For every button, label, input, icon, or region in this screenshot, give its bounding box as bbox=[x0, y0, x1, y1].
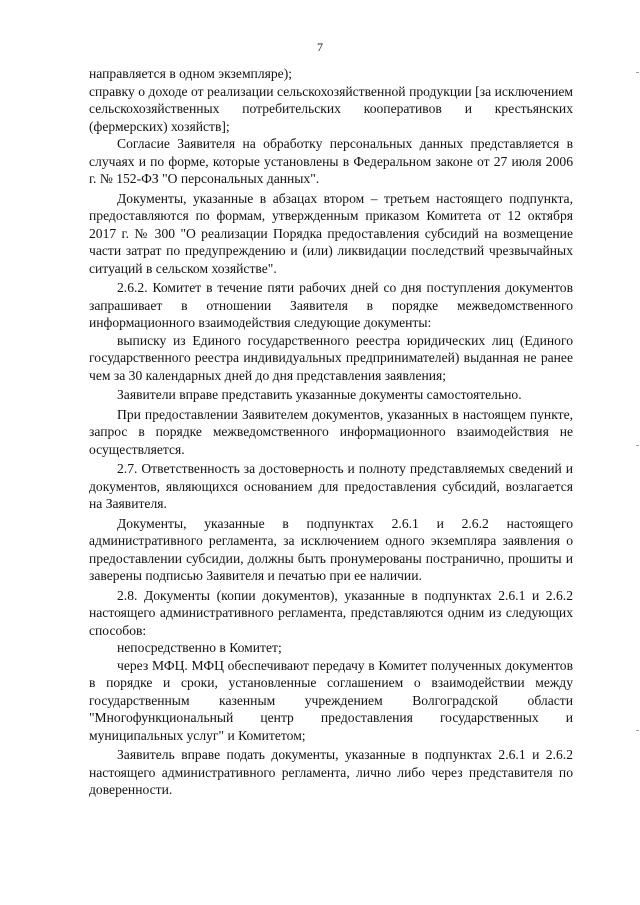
paragraph: 2.8. Документы (копии документов), указанные в подпунктах 2.6.1 и 2.6.2 настоящего административного регламента, представляются одним из следующих способов: bbox=[89, 587, 573, 638]
document-body bbox=[89, 65, 573, 799]
scan-edge-mark bbox=[636, 72, 639, 73]
paragraph: справку о доходе от реализации сельскохозяйственной продукции [за исключением сельскохозяйственных потребительских кооперативов и крестьянских (фермерских) хозяйств]; bbox=[89, 83, 573, 134]
scan-edge-mark bbox=[636, 445, 639, 446]
paragraph: Согласие Заявителя на обработку персональных данных представляется в случаях и по форме, которые установлены в Федеральном законе от 27 июля 2006 г. № 152-ФЗ "О персональных данных". bbox=[89, 136, 573, 186]
paragraph: 2.7. Ответственность за достоверность и полноту представляемых сведений и документов, являющихся основанием для предоставления субсидий, возлагается на Заявителя. bbox=[89, 461, 573, 511]
paragraph: Документы, указанные в абзацах втором – третьем настоящего подпункта, предоставляются по формам, утвержденным приказом Комитета от 12 октября 2017 г. № 300 "О реализации Порядка предоставления субсидий на возмещение части затрат по предупреждению и (или) ликвидации последствий чрезвычайных ситуаций в сельском хозяйстве". bbox=[89, 190, 573, 276]
paragraph: направляется в одном экземпляре); bbox=[89, 66, 292, 81]
scan-edge-mark bbox=[636, 730, 639, 731]
paragraph: Заявители вправе представить указанные документы самостоятельно. bbox=[117, 387, 522, 402]
paragraph: выписку из Единого государственного реестра юридических лиц (Единого государственного реестра индивидуальных предпринимателей) выданная не ранее чем за 30 календарных дней до дня представления заявления; bbox=[89, 332, 573, 383]
paragraph: Заявитель вправе подать документы, указанные в подпунктах 2.6.1 и 2.6.2 настоящего административного регламента, лично либо через представителя по доверенности. bbox=[89, 747, 573, 797]
paragraph: через МФЦ. МФЦ обеспечивают передачу в Комитет полученных документов в порядке и сроки, установленные соглашением о взаимодействии между государственным казенным учреждением Волгоградской области "Многофункциональный центр предоставления государственных и муниципальных услуг" и Комитетом; bbox=[89, 657, 573, 743]
paragraph: непосредственно в Комитет; bbox=[117, 640, 282, 655]
paragraph: При предоставлении Заявителем документов, указанных в настоящем пункте, запрос в порядке межведомственного информационного взаимодействия не осуществляется. bbox=[89, 406, 573, 457]
paragraph: 2.6.2. Комитет в течение пяти рабочих дней со дня поступления документов запрашивает в отношении Заявителя в порядке межведомственного информационного взаимодействия следующие документы: bbox=[89, 280, 573, 330]
page-number: 7 bbox=[317, 40, 323, 54]
paragraph: Документы, указанные в подпунктах 2.6.1 и 2.6.2 настоящего административного регламента, за исключением одного экземпляра заявления о предоставлении субсидии, должны быть пронумерованы постранично, прошиты и заверены подписью Заявителя и печатью при ее наличии. bbox=[89, 515, 573, 583]
